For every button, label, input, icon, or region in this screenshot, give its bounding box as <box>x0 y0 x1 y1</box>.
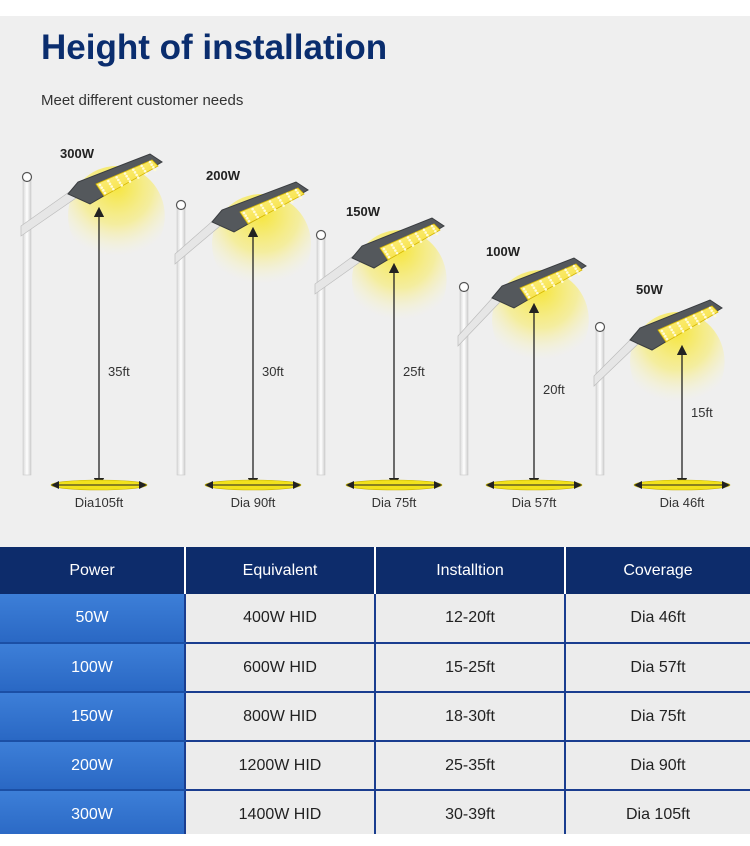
led-dot <box>100 186 103 189</box>
led-dot <box>152 166 155 169</box>
diameter-label: Dia 57ft <box>511 495 557 510</box>
led-dot <box>117 179 120 182</box>
diameter-label: Dia 46ft <box>659 495 705 510</box>
led-dot <box>137 176 140 179</box>
led-dot <box>295 189 298 192</box>
led-dot <box>149 161 152 164</box>
power-label: 200W <box>206 168 240 183</box>
led-dot <box>244 214 247 217</box>
table-row <box>0 692 750 741</box>
led-dot <box>528 296 531 299</box>
led-dot <box>383 248 386 251</box>
installation-cell: 18-30ft <box>375 692 565 741</box>
led-dot <box>678 325 681 328</box>
led-dot <box>296 191 299 194</box>
led-dot <box>144 170 147 173</box>
led-dot <box>549 279 552 282</box>
height-label: 20ft <box>543 382 565 397</box>
led-dot <box>569 277 572 280</box>
led-dot <box>135 174 138 177</box>
led-dot <box>407 236 410 239</box>
led-dot <box>400 243 403 246</box>
led-dot <box>399 240 402 243</box>
led-dot <box>274 208 277 211</box>
led-dot <box>420 240 423 243</box>
led-dot <box>269 200 272 203</box>
led-dot <box>102 189 105 192</box>
led-dot <box>670 329 673 332</box>
led-dot <box>664 335 667 338</box>
led-dot <box>704 316 707 319</box>
led-dot <box>551 282 554 285</box>
pole-cap <box>596 323 605 332</box>
led-dot <box>112 188 115 191</box>
coverage-cell: Dia 46ft <box>565 594 750 643</box>
led-dot <box>125 175 128 178</box>
power-cell: 100W <box>0 643 185 692</box>
installation-illustration <box>0 140 750 540</box>
led-dot <box>392 247 395 250</box>
led-dot <box>432 227 435 230</box>
top-strip <box>0 0 750 16</box>
led-dot <box>698 322 701 325</box>
led-dot <box>119 181 122 184</box>
led-dot <box>150 163 153 166</box>
street-light-200w <box>175 168 311 510</box>
led-dot <box>251 208 254 211</box>
led-dot <box>262 207 265 210</box>
led-dot <box>680 327 683 330</box>
height-label: 30ft <box>262 364 284 379</box>
installation-cell: 25-35ft <box>375 741 565 790</box>
led-dot <box>543 285 546 288</box>
pole-cap <box>23 173 32 182</box>
equivalent-cell: 600W HID <box>185 643 375 692</box>
led-dot <box>415 232 418 235</box>
led-dot <box>418 238 421 241</box>
led-dot <box>246 217 249 220</box>
table-row <box>0 594 750 643</box>
table-row <box>0 741 750 790</box>
led-dot <box>544 288 547 291</box>
led-dot <box>263 209 266 212</box>
header-coverage: Coverage <box>565 547 750 594</box>
led-dot <box>291 201 294 204</box>
led-dot <box>300 197 303 200</box>
led-dot <box>426 234 429 237</box>
pole <box>460 290 468 475</box>
led-dot <box>408 239 411 242</box>
led-dot <box>534 289 537 292</box>
led-dot <box>115 176 118 179</box>
led-dot <box>298 194 301 197</box>
led-dot <box>129 180 132 183</box>
led-dot <box>396 252 399 255</box>
led-dot <box>701 311 704 314</box>
led-dot <box>566 271 569 274</box>
coverage-cell: Dia 90ft <box>565 741 750 790</box>
equivalent-cell: 800W HID <box>185 692 375 741</box>
height-label: 15ft <box>691 405 713 420</box>
led-dot <box>548 276 551 279</box>
header-power: Power <box>0 547 185 594</box>
page-subtitle: Meet different customer needs <box>41 92 244 109</box>
led-dot <box>282 204 285 207</box>
led-dot <box>142 167 145 170</box>
power-label: 50W <box>636 282 663 297</box>
page-title: Height of installation <box>41 28 388 67</box>
height-label: 35ft <box>108 364 130 379</box>
led-dot <box>693 314 696 317</box>
led-dot <box>109 183 112 186</box>
table-row <box>0 790 750 839</box>
led-dot <box>416 235 419 238</box>
led-dot <box>533 287 536 290</box>
equivalent-cell: 400W HID <box>185 594 375 643</box>
power-label: 150W <box>346 204 380 219</box>
led-dot <box>561 280 564 283</box>
led-dot <box>686 321 689 324</box>
power-label: 100W <box>486 244 520 259</box>
led-dot <box>541 283 544 286</box>
led-dot <box>154 169 157 172</box>
installation-cell: 15-25ft <box>375 643 565 692</box>
led-dot <box>677 322 680 325</box>
led-dot <box>384 250 387 253</box>
led-dot <box>256 216 259 219</box>
street-light-150w <box>315 204 447 510</box>
header-equivalent: Equivalent <box>185 547 375 594</box>
table-header-row <box>0 547 750 594</box>
led-dot <box>559 278 562 281</box>
street-light-100w <box>458 244 589 510</box>
led-dot <box>124 172 127 175</box>
led-dot <box>120 184 123 187</box>
street-light-300w <box>21 146 165 510</box>
led-dot <box>531 284 534 287</box>
pole-cap <box>317 231 326 240</box>
led-dot <box>127 178 130 181</box>
led-dot <box>436 233 439 236</box>
led-dot <box>568 274 571 277</box>
power-cell: 50W <box>0 594 185 643</box>
led-dot <box>260 204 263 207</box>
bottom-strip <box>0 834 750 846</box>
led-dot <box>248 220 251 223</box>
led-dot <box>523 288 526 291</box>
led-dot <box>243 212 246 215</box>
diameter-label: Dia 75ft <box>371 495 417 510</box>
diameter-label: Dia105ft <box>74 495 124 510</box>
led-dot <box>289 198 292 201</box>
led-dot <box>662 332 665 335</box>
led-dot <box>255 213 258 216</box>
led-dot <box>690 326 693 329</box>
led-dot <box>524 290 527 293</box>
led-dot <box>694 317 697 320</box>
led-dot <box>410 242 413 245</box>
led-dot <box>434 230 437 233</box>
led-dot <box>391 244 394 247</box>
pole-cap <box>177 201 186 210</box>
led-dot <box>553 284 556 287</box>
led-dot <box>140 165 143 168</box>
led-dot <box>709 307 712 310</box>
led-dot <box>706 319 709 322</box>
height-label: 25ft <box>403 364 425 379</box>
led-dot <box>574 267 577 270</box>
diameter-label: Dia 90ft <box>230 495 276 510</box>
led-dot <box>564 269 567 272</box>
led-dot <box>669 326 672 329</box>
table-row <box>0 643 750 692</box>
led-dot <box>110 185 113 188</box>
equivalent-cell: 1200W HID <box>185 741 375 790</box>
led-dot <box>536 292 539 295</box>
header-installation: Installtion <box>375 547 565 594</box>
power-cell: 200W <box>0 741 185 790</box>
led-dot <box>270 203 273 206</box>
equivalent-cell: 1400W HID <box>185 790 375 839</box>
power-label: 300W <box>60 146 94 161</box>
pole <box>317 238 325 475</box>
led-dot <box>685 318 688 321</box>
led-dot <box>423 229 426 232</box>
led-dot <box>431 225 434 228</box>
spec-table <box>0 547 750 840</box>
installation-cell: 30-39ft <box>375 790 565 839</box>
coverage-cell: Dia 57ft <box>565 643 750 692</box>
led-dot <box>558 275 561 278</box>
pole <box>596 330 604 475</box>
led-dot <box>714 315 717 318</box>
coverage-cell: Dia 105ft <box>565 790 750 839</box>
led-dot <box>272 206 275 209</box>
led-dot <box>265 212 268 215</box>
led-dot <box>712 312 715 315</box>
coverage-cell: Dia 75ft <box>565 692 750 741</box>
led-dot <box>404 248 407 251</box>
led-dot <box>134 171 137 174</box>
led-dot <box>132 168 135 171</box>
led-dot <box>286 193 289 196</box>
led-dot <box>386 253 389 256</box>
led-dot <box>428 237 431 240</box>
led-dot <box>424 231 427 234</box>
led-dot <box>253 211 256 214</box>
led-dot <box>666 338 669 341</box>
led-dot <box>576 270 579 273</box>
led-dot <box>402 245 405 248</box>
led-dot <box>573 265 576 268</box>
led-dot <box>394 249 397 252</box>
led-dot <box>277 196 280 199</box>
installation-cell: 12-20ft <box>375 594 565 643</box>
led-dot <box>661 330 664 333</box>
led-dot <box>279 199 282 202</box>
led-dot <box>281 202 284 205</box>
led-dot <box>556 272 559 275</box>
led-dot <box>145 173 148 176</box>
power-cell: 300W <box>0 790 185 839</box>
led-dot <box>672 331 675 334</box>
led-dot <box>539 280 542 283</box>
led-dot <box>710 309 713 312</box>
street-light-50w <box>594 282 730 510</box>
led-dot <box>412 244 415 247</box>
led-dot <box>674 334 677 337</box>
led-dot <box>682 330 685 333</box>
led-dot <box>107 180 110 183</box>
led-dot <box>688 324 691 327</box>
led-dot <box>696 320 699 323</box>
led-dot <box>578 273 581 276</box>
pole-cap <box>460 283 469 292</box>
led-dot <box>526 293 529 296</box>
led-dot <box>99 184 102 187</box>
led-dot <box>288 195 291 198</box>
led-dot <box>104 192 107 195</box>
power-cell: 150W <box>0 692 185 741</box>
led-dot <box>388 256 391 259</box>
led-dot <box>702 313 705 316</box>
